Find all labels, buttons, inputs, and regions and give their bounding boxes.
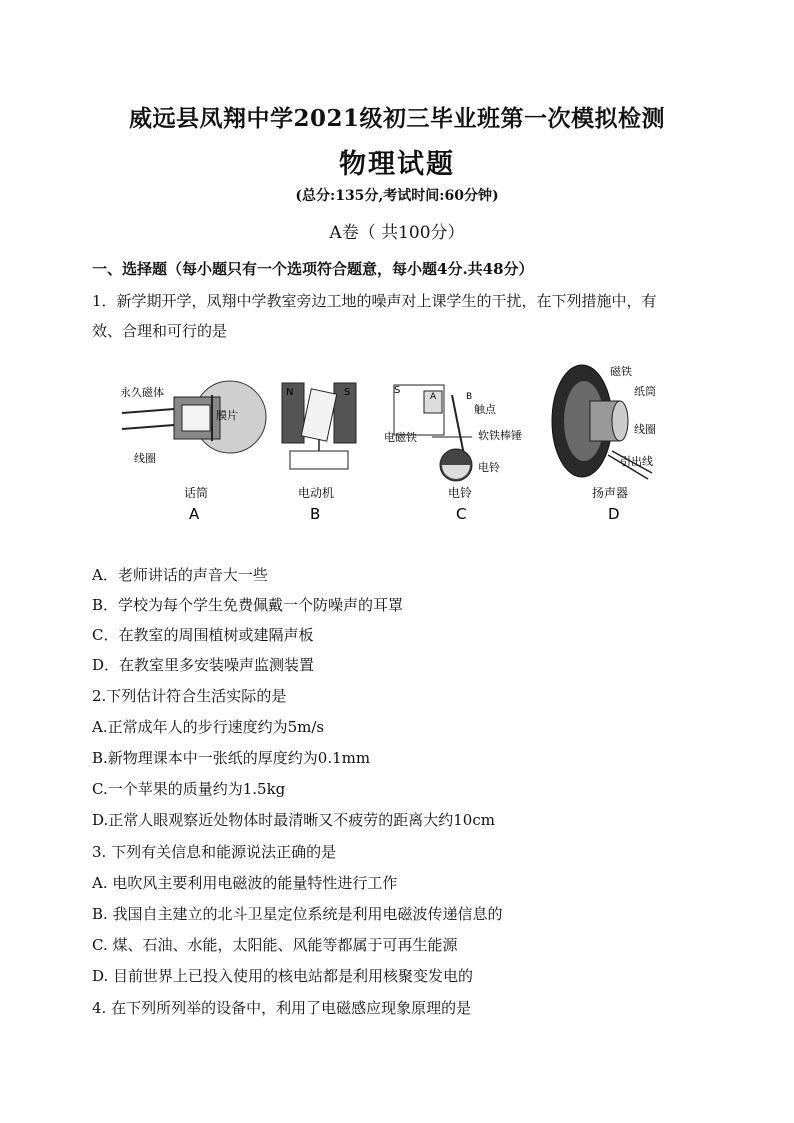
caption-bell: 电铃 [448,486,473,500]
label-diaphragm: 膜片 [216,409,238,422]
letter-a: A [189,505,200,523]
part-heading: A卷（ 共100分） [329,223,465,243]
label-switch-s: S [394,385,401,396]
q3-stem: 3. 下列有关信息和能源说法正确的是 [92,843,337,861]
q2-option-c: C.一个苹果的质量约为1.5kg [92,780,286,798]
q1-stem-line1: 1．新学期开学，凤翔中学教室旁边工地的噪声对上课学生的干扰，在下列措施中，有 [92,292,657,310]
q2-option-d: D.正常人眼观察近处物体时最清晰又不疲劳的距离大约10cm [92,811,495,829]
label-contact-point: 触点 [474,403,496,416]
label-s-pole: S [344,387,351,398]
microphone-illustration [120,381,266,523]
exam-info: (总分:135分,考试时间:60分钟) [295,188,499,204]
label-paper-cone: 纸筒 [634,385,656,398]
q4-stem: 4. 在下列所列举的设备中，利用了电磁感应现象原理的是 [92,999,472,1017]
q3-option-c: C. 煤、石油、水能，太阳能、风能等都属于可再生能源 [92,936,458,954]
caption-motor: 电动机 [298,486,335,500]
q1-option-b: B．学校为每个学生免费佩戴一个防噪声的耳罩 [92,596,404,614]
label-contact-b: B [466,392,473,402]
letter-b: B [310,505,321,523]
caption-microphone: 话筒 [184,486,209,500]
label-magnet: 磁铁 [610,365,632,378]
q1-option-a: A．老师讲话的声音大一些 [92,566,268,584]
label-electromagnet: 电磁铁 [384,431,417,444]
motor-illustration [282,383,356,523]
q3-option-b: B. 我国自主建立的北斗卫星定位系统是利用电磁波传递信息的 [92,905,503,923]
device-figure [112,355,692,525]
letter-c: C [456,505,467,523]
device-illustrations [112,355,692,525]
bell-illustration [384,385,522,523]
label-lead-wire: 引出线 [620,455,653,468]
q3-option-a: A. 电吹风主要利用电磁波的能量特性进行工作 [92,874,398,892]
label-iron-hammer: 软铁棒锤 [478,429,522,442]
label-contact-a: A [430,392,437,402]
label-n-pole: N [286,387,294,398]
q2-option-b: B.新物理课本中一张纸的厚度约为0.1mm [92,749,371,767]
label-coil-a: 线圈 [134,452,156,465]
exam-title: 威远县凤翔中学2021级初三毕业班第一次模拟检测 [128,105,665,132]
label-permanent-magnet: 永久磁体 [120,386,164,399]
q1-stem-line2: 效、合理和可行的是 [92,322,228,340]
q1-option-d: D．在教室里多安装噪声监测装置 [92,656,315,674]
label-bell: 电铃 [478,461,500,474]
q2-stem: 2.下列估计符合生活实际的是 [92,687,287,705]
q3-option-d: D. 目前世界上已投入使用的核电站都是利用核聚变发电的 [92,967,474,985]
caption-speaker: 扬声器 [592,486,629,500]
section-heading: 一、选择题（每小题只有一个选项符合题意，每小题4分.共48分） [92,260,534,278]
speaker-illustration [552,364,656,523]
q1-option-c: C．在教室的周围植树或建隔声板 [92,626,314,644]
subject-title: 物理试题 [339,149,455,180]
letter-d: D [608,505,620,523]
label-coil-d: 线圈 [634,423,656,436]
q2-option-a: A.正常成年人的步行速度约为5m/s [92,718,325,736]
